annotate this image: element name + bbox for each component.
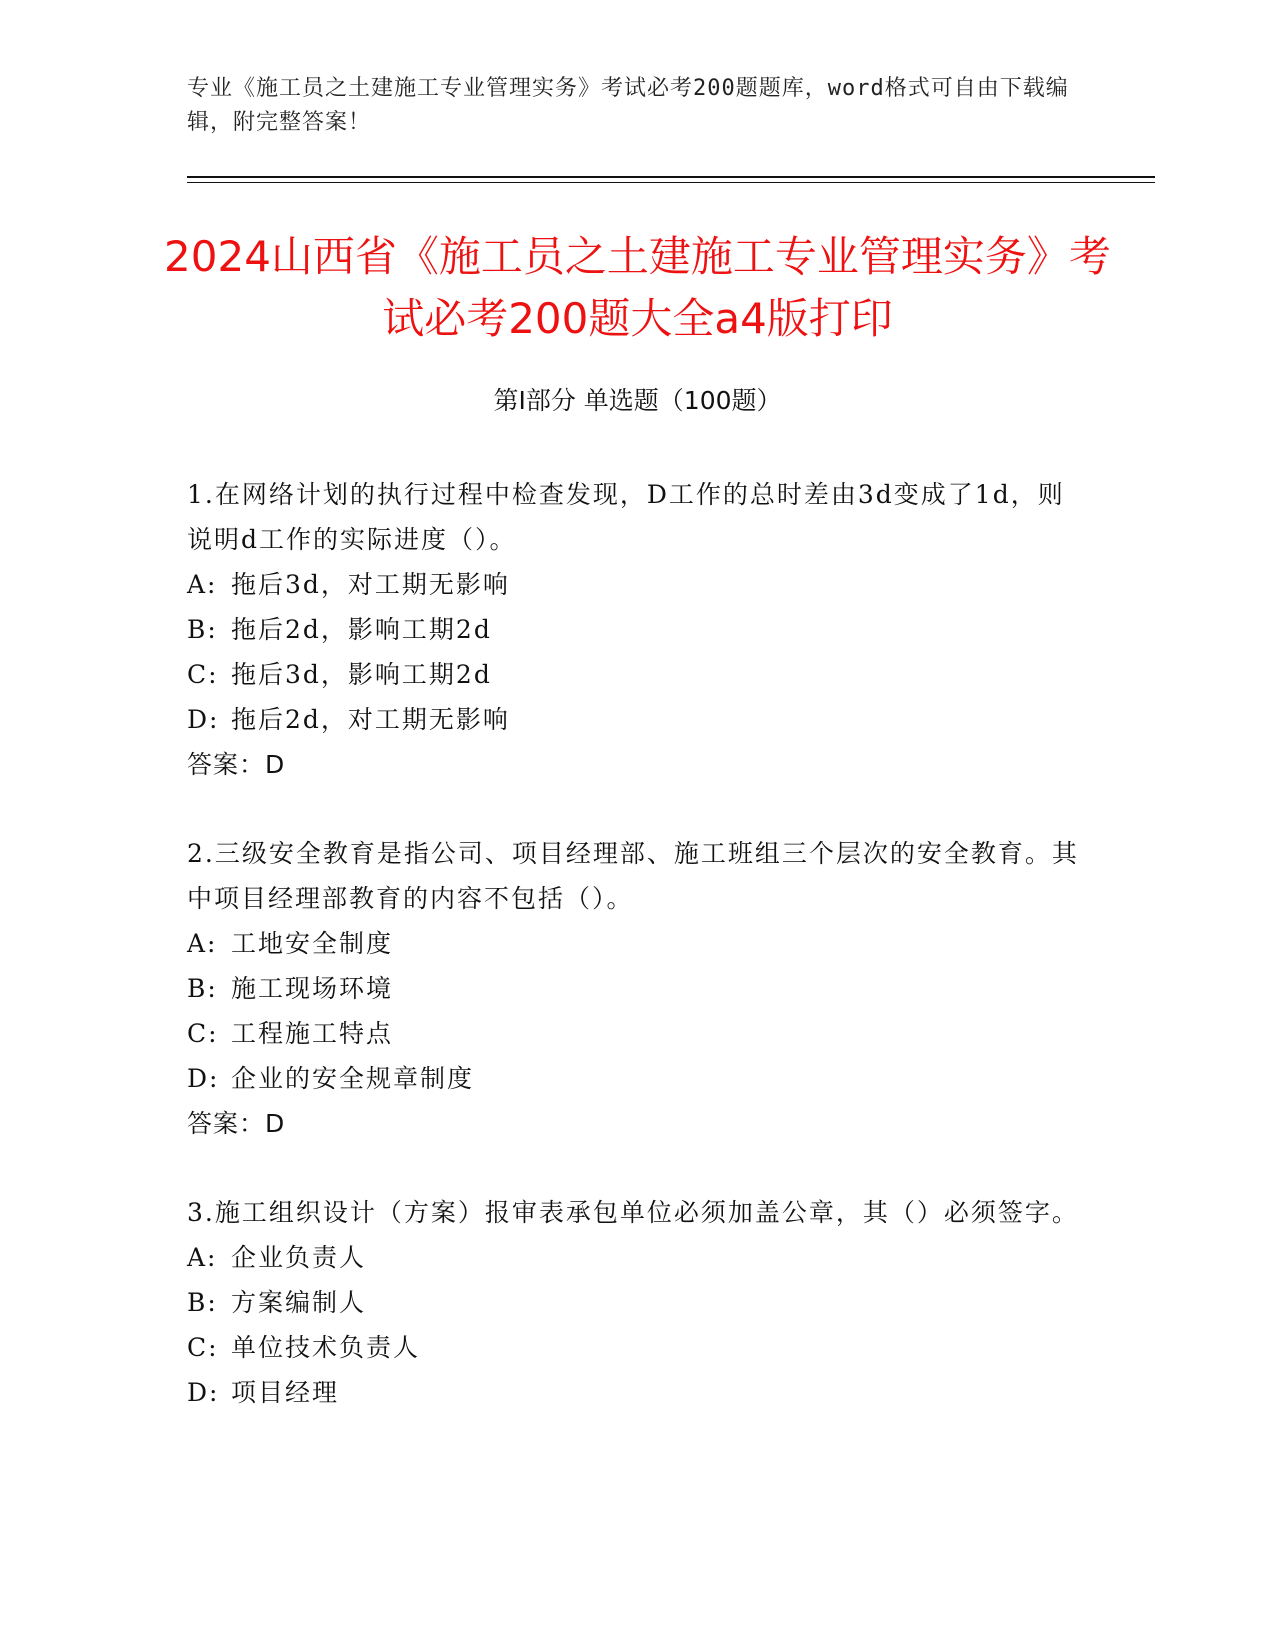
question-3 bbox=[187, 1190, 1087, 1415]
option-d bbox=[187, 1370, 1087, 1415]
option-text: 单位技术负责人 bbox=[231, 1333, 421, 1362]
option-key: D: bbox=[187, 1064, 220, 1093]
question-stem: 1.在网络计划的执行过程中检查发现，D工作的总时差由3d变成了1d，则说明d工作的实际进度（）。 bbox=[187, 480, 1065, 554]
option-d bbox=[187, 697, 1087, 742]
option-b bbox=[187, 1280, 1087, 1325]
option-c bbox=[187, 1011, 1087, 1056]
option-text: 拖后3d，对工期无影响 bbox=[231, 570, 510, 599]
option-text: 施工现场环境 bbox=[231, 974, 394, 1003]
question-stem: 2.三级安全教育是指公司、项目经理部、施工班组三个层次的安全教育。其中项目经理部教育的内容不包括（）。 bbox=[187, 839, 1079, 913]
option-text: 拖后2d，对工期无影响 bbox=[231, 705, 510, 734]
option-c bbox=[187, 1325, 1087, 1370]
answer: 答案：D bbox=[187, 1109, 286, 1138]
question-1 bbox=[187, 472, 1087, 787]
option-a bbox=[187, 1235, 1087, 1280]
header-rule-thick bbox=[187, 176, 1155, 178]
option-text: 企业负责人 bbox=[231, 1243, 367, 1272]
question-stem: 3.施工组织设计（方案）报审表承包单位必须加盖公章，其（）必须签字。 bbox=[187, 1198, 1079, 1227]
option-key: D: bbox=[187, 1378, 220, 1407]
option-key: A: bbox=[187, 929, 218, 958]
option-c bbox=[187, 652, 1087, 697]
option-key: B: bbox=[187, 974, 218, 1003]
option-key: B: bbox=[187, 1288, 218, 1317]
option-text: 工地安全制度 bbox=[231, 929, 394, 958]
option-key: C: bbox=[187, 660, 219, 689]
option-key: A: bbox=[187, 1243, 218, 1272]
section-title: 第Ⅰ部分 单选题（100题） bbox=[493, 386, 782, 415]
option-text: 项目经理 bbox=[231, 1378, 340, 1407]
answer: 答案：D bbox=[187, 750, 286, 779]
option-text: 拖后2d，影响工期2d bbox=[231, 615, 492, 644]
option-text: 企业的安全规章制度 bbox=[231, 1064, 475, 1093]
document-title: 2024山西省《施工员之土建施工专业管理实务》考试必考200题大全a4版打印 bbox=[164, 232, 1111, 343]
option-text: 方案编制人 bbox=[231, 1288, 367, 1317]
option-key: A: bbox=[187, 570, 218, 599]
option-b bbox=[187, 966, 1087, 1011]
option-a bbox=[187, 562, 1087, 607]
header-note: 专业《施工员之土建施工专业管理实务》考试必考200题题库，word格式可自由下载编辑，附完整答案！ bbox=[187, 76, 1069, 135]
option-text: 工程施工特点 bbox=[231, 1019, 394, 1048]
option-a bbox=[187, 921, 1087, 966]
option-b bbox=[187, 607, 1087, 652]
question-list bbox=[187, 472, 1087, 1459]
option-key: B: bbox=[187, 615, 218, 644]
question-2 bbox=[187, 831, 1087, 1146]
option-key: C: bbox=[187, 1019, 219, 1048]
option-text: 拖后3d，影响工期2d bbox=[231, 660, 492, 689]
option-key: D: bbox=[187, 705, 220, 734]
option-key: C: bbox=[187, 1333, 219, 1362]
option-d bbox=[187, 1056, 1087, 1101]
header-rule-thin bbox=[187, 182, 1155, 183]
